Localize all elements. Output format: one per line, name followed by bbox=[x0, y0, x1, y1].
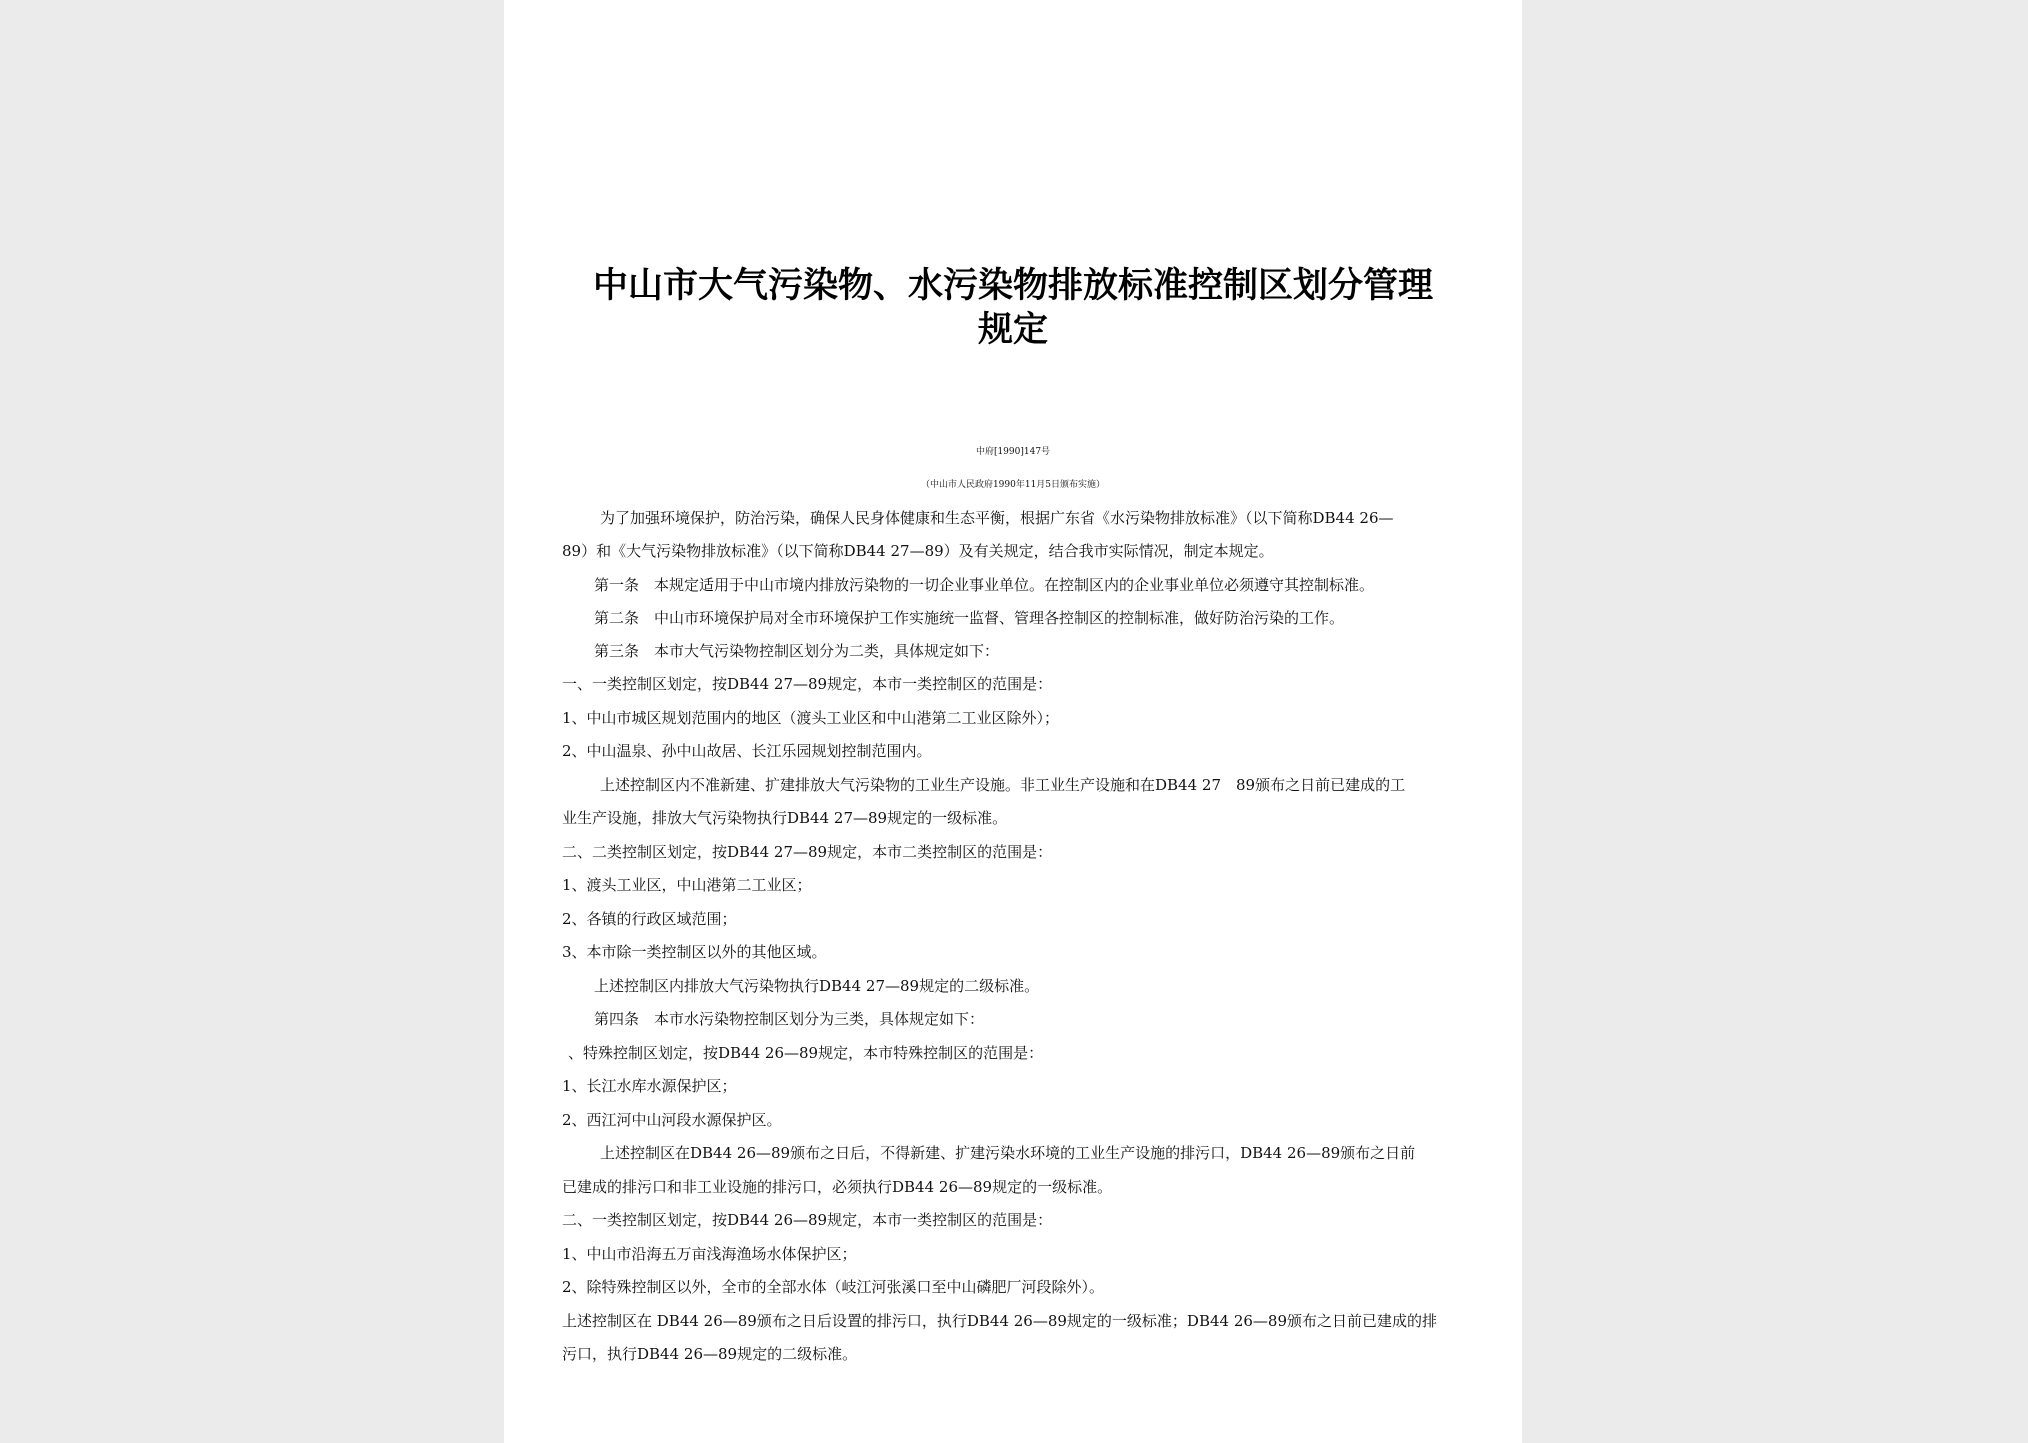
paragraph-line: 2、除特殊控制区以外，全市的全部水体（岐江河张溪口至中山磷肥厂河段除外）。 bbox=[562, 1278, 1105, 1296]
document-number: 中府[1990]147号 bbox=[975, 447, 1051, 457]
paragraph-line: 上述控制区在DB44 26—89颁布之日后，不得新建、扩建污染水环境的工业生产设施的排污口，DB44 26—89颁布之日前 bbox=[600, 1144, 1416, 1162]
paragraph-line: 第三条 本市大气污染物控制区划分为二类，具体规定如下： bbox=[594, 642, 1000, 660]
paragraph-line: 一、一类控制区划定，按DB44 27—89规定，本市一类控制区的范围是： bbox=[562, 675, 1053, 693]
paragraph-line: 1、中山市城区规划范围内的地区（渡头工业区和中山港第二工业区除外）； bbox=[562, 709, 1060, 727]
paragraph-line: 3、本市除一类控制区以外的其他区域。 bbox=[562, 943, 827, 961]
paragraph-line: 为了加强环境保护，防治污染，确保人民身体健康和生态平衡，根据广东省《水污染物排放标准》（以下简称DB44 26— bbox=[600, 509, 1394, 527]
paragraph-line: 第一条 本规定适用于中山市境内排放污染物的一切企业事业单位。在控制区内的企业事业单位必须遵守其控制标准。 bbox=[594, 576, 1375, 594]
document-page bbox=[504, 0, 1522, 1443]
paragraph-line: 已建成的排污口和非工业设施的排污口，必须执行DB44 26—89规定的一级标准。 bbox=[562, 1178, 1113, 1196]
paragraph-line: 业生产设施，排放大气污染物执行DB44 27—89规定的一级标准。 bbox=[562, 809, 1008, 827]
paragraph-line: 1、渡头工业区，中山港第二工业区； bbox=[562, 876, 812, 894]
paragraph-line: 1、中山市沿海五万亩浅海渔场水体保护区； bbox=[562, 1245, 857, 1263]
paragraph-line: 上述控制区内排放大气污染物执行DB44 27—89规定的二级标准。 bbox=[594, 977, 1040, 995]
paragraph-line: 上述控制区在 DB44 26—89颁布之日后设置的排污口，执行DB44 26—89规定的一级标准；DB44 26—89颁布之日前已建成的排 bbox=[562, 1312, 1438, 1330]
paragraph-line: 2、各镇的行政区域范围； bbox=[562, 910, 737, 928]
paragraph-line: 第四条 本市水污染物控制区划分为三类，具体规定如下： bbox=[594, 1010, 985, 1028]
paragraph-line: 、特殊控制区划定，按DB44 26—89规定，本市特殊控制区的范围是： bbox=[568, 1044, 1044, 1062]
paragraph-line: 二、一类控制区划定，按DB44 26—89规定，本市一类控制区的范围是： bbox=[562, 1211, 1053, 1229]
paragraph-line: 第二条 中山市环境保护局对全市环境保护工作实施统一监督、管理各控制区的控制标准，做好防治污染的工作。 bbox=[594, 609, 1345, 627]
paragraph-line: 1、长江水库水源保护区； bbox=[562, 1077, 737, 1095]
paragraph-line: 污口，执行DB44 26—89规定的二级标准。 bbox=[562, 1345, 858, 1363]
paragraph-line: 2、西江河中山河段水源保护区。 bbox=[562, 1111, 782, 1129]
paragraph-line: 89）和《大气污染物排放标准》（以下简称DB44 27—89）及有关规定，结合我市实际情况，制定本规定。 bbox=[562, 542, 1274, 560]
paragraph-line: 2、中山温泉、孙中山故居、长江乐园规划控制范围内。 bbox=[562, 742, 932, 760]
issued-note: （中山市人民政府1990年11月5日颁布实施） bbox=[920, 480, 1106, 490]
paragraph-line: 二、二类控制区划定，按DB44 27—89规定，本市二类控制区的范围是： bbox=[562, 843, 1053, 861]
title-line-2: 规定 bbox=[977, 309, 1048, 350]
title-line-1: 中山市大气污染物、水污染物排放标准控制区划分管理 bbox=[592, 265, 1433, 306]
paragraph-line: 上述控制区内不准新建、扩建排放大气污染物的工业生产设施。非工业生产设施和在DB44 27 89颁布之日前已建成的工 bbox=[600, 776, 1406, 794]
document-title bbox=[504, 264, 1522, 352]
